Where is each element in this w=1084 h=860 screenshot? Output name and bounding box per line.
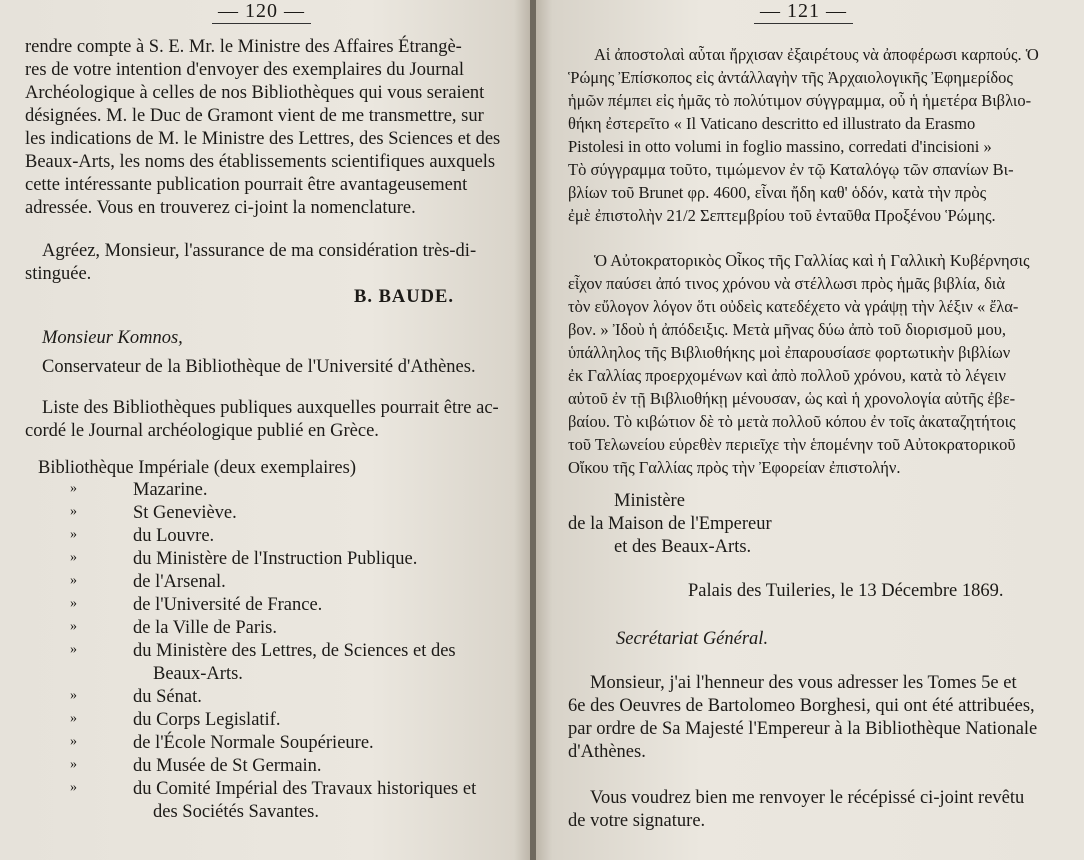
ditto-mark: »	[70, 734, 77, 749]
ditto-mark: »	[70, 573, 77, 588]
list-item: du Comité Impérial des Travaux historiques et	[133, 779, 477, 799]
greek-line: Ὁ Αὐτοκρατορικὸς Οἶκος τῆς Γαλλίας καὶ ἡ Γαλλικὴ Κυβέρνησις	[594, 251, 1030, 270]
greek-line: ἡμῶν πέμπει εἰς ἡμᾶς τὸ πολύτιμον σύγγραμμα, οὗ ἡ ἡμετέρα Βιβλιο-	[568, 91, 1032, 110]
ditto-mark: »	[70, 504, 77, 519]
dateline: Palais des Tuileries, le 13 Décembre 1869.	[688, 581, 1004, 601]
list-item: du Musée de St Germain.	[133, 756, 322, 776]
addressee: Monsieur Komnos,	[42, 328, 183, 348]
list-item: du Corps Legislatif.	[133, 710, 281, 730]
greek-line: ἐμὲ ἐπιστολὴν 21/2 Σεπτεμβρίου τοῦ ἐνταῦθα Προξένου Ῥώμης.	[568, 206, 996, 225]
closing-line: stinguée.	[25, 264, 92, 284]
letter-line: res de votre intention d'envoyer des exemplaires du Journal	[25, 60, 464, 80]
greek-line: Τὸ σύγγραμμα τοῦτο, τιμώμενον ἐν τῷ Καταλόγῳ τῶν σπανίων Βι-	[568, 160, 1014, 179]
page-number: — 121 —	[754, 0, 853, 24]
ministry-line: de la Maison de l'Empereur	[568, 514, 772, 534]
list-item: du Ministère des Lettres, de Sciences et des	[133, 641, 456, 661]
page-number: — 120 —	[212, 0, 311, 24]
ministry-line: Ministère	[614, 491, 685, 511]
greek-line: τοῦ Τελωνείου εὑρεθὲν περιεῖχε τὴν ἑπομένην τοῦ Αὐτοκρατορικοῦ	[568, 435, 1016, 454]
greek-line: εἶχον παύσει ἀπό τινος χρόνου νὰ στέλλωσι πρὸς ἡμᾶς βιβλία, διὰ	[568, 274, 1005, 293]
greek-line: Αἱ ἀποστολαὶ αὗται ἤρχισαν ἐξαιρέτους νὰ ἀποφέρωσι καρπούς. Ὁ	[594, 45, 1039, 64]
closing-line: Agréez, Monsieur, l'assurance de ma considération très-di-	[42, 241, 477, 261]
list-item: Mazarine.	[133, 480, 208, 500]
letter-line: désignées. M. le Duc de Gramont vient de me transmettre, sur	[25, 106, 484, 126]
greek-line: αὐτοῦ ἐν τῇ Βιβλιοθήκῃ μένουσαν, ὡς καὶ ἡ χρονολογία αὐτῆς ἐβε-	[568, 389, 1016, 408]
greek-line: βον. » Ἰδοὺ ἡ ἀπόδειξις. Μετὰ μῆνας δύω ἀπὸ τοῦ διορισμοῦ μου,	[568, 320, 1007, 339]
letter-line: les indications de M. le Ministre des Lettres, des Sciences et des	[25, 129, 501, 149]
list-item: de l'Arsenal.	[133, 572, 226, 592]
letter-line: adressée. Vous en trouverez ci-joint la nomenclature.	[25, 198, 416, 218]
list-item: du Ministère de l'Instruction Publique.	[133, 549, 418, 569]
ditto-mark: »	[70, 550, 77, 565]
body-line: Monsieur, j'ai l'henneur des vous adresser les Tomes 5e et	[590, 673, 1017, 693]
greek-line: Pistolesi in otto volumi in foglio massino, corredati d'incisioni »	[568, 137, 992, 156]
ditto-mark: »	[70, 527, 77, 542]
right-page	[536, 0, 1084, 860]
final-line: Vous voudrez bien me renvoyer le récépissé ci-joint revêtu	[590, 788, 1025, 808]
list-item: St Geneviève.	[133, 503, 237, 523]
list-item: Bibliothèque Impériale (deux exemplaires)	[38, 458, 356, 478]
letter-line: Archéologique à celles de nos Bibliothèques qui vous seraient	[25, 83, 485, 103]
ditto-mark: »	[70, 757, 77, 772]
letter-line: cette intéressante publication pourrait être avantageusement	[25, 175, 468, 195]
greek-line: βλίων τοῦ Brunet φρ. 4600, εἶναι ἤδη καθ' ὁδόν, κατὰ τὴν πρὸς	[568, 183, 987, 202]
body-line: 6e des Oeuvres de Bartolomeo Borghesi, qui ont été attribuées,	[568, 696, 1035, 716]
greek-line: ὑπάλληλος τῆς Βιβλιοθήκης μοὶ ἐπαρουσίασε φορτωτικὴν βιβλίων	[568, 343, 1011, 362]
list-intro-line: Liste des Bibliothèques publiques auxquelles pourrait être ac-	[42, 398, 499, 418]
list-item: de l'Université de France.	[133, 595, 323, 615]
greek-line: Ῥώμης Ἐπίσκοπος εἰς ἀντάλλαγὴν τῆς Ἀρχαιολογικῆς Ἐφημερίδος	[568, 68, 1013, 87]
signature: B. BAUDE.	[354, 287, 454, 307]
list-item: de la Ville de Paris.	[133, 618, 277, 638]
ditto-mark: »	[70, 596, 77, 611]
letter-line: Beaux-Arts, les noms des établissements scientifiques auxquels	[25, 152, 496, 172]
final-line: de votre signature.	[568, 811, 706, 831]
greek-line: θήκη ἐστερεῖτο « Il Vaticano descritto ed illustrato da Erasmo	[568, 114, 976, 133]
ditto-mark: »	[70, 619, 77, 634]
ditto-mark: »	[70, 642, 77, 657]
ditto-mark: »	[70, 780, 77, 795]
greek-line: Οἴκου τῆς Γαλλίας πρὸς τὴν Ἐφορείαν ἐπιστολήν.	[568, 458, 901, 477]
ditto-mark: »	[70, 688, 77, 703]
greek-line: βαίου. Τὸ κιβώτιον δὲ τὸ μετὰ πολλοῦ κόπου ἐν τοῖς ἀκαταζητήτοις	[568, 412, 1016, 431]
ditto-mark: »	[70, 481, 77, 496]
addressee-title: Conservateur de la Bibliothèque de l'Université d'Athènes.	[42, 357, 476, 377]
greek-line: ἐκ Γαλλίας προερχομένων καὶ ἀπὸ πολλοῦ χρόνου, κατὰ τὸ λέγειν	[568, 366, 1006, 385]
list-item: du Louvre.	[133, 526, 215, 546]
list-item-continuation: Beaux-Arts.	[153, 664, 243, 684]
list-intro-line: cordé le Journal archéologique publié en Grèce.	[25, 421, 379, 441]
letter-line: rendre compte à S. E. Mr. le Ministre des Affaires Étrangè-	[25, 37, 462, 57]
greek-line: τὸν εὔλογον λόγον ὅτι οὐδεὶς κατεδέχετο νὰ γράψῃ τὴν λέξιν « ἔλα-	[568, 297, 1019, 316]
list-item: de l'École Normale Soupérieure.	[133, 733, 374, 753]
list-item-continuation: des Sociétés Savantes.	[153, 802, 319, 822]
body-line: d'Athènes.	[568, 742, 646, 762]
section-heading: Secrétariat Général.	[616, 629, 769, 649]
list-item: du Sénat.	[133, 687, 202, 707]
ditto-mark: »	[70, 711, 77, 726]
left-page	[0, 0, 530, 860]
ministry-line: et des Beaux-Arts.	[614, 537, 752, 557]
body-line: par ordre de Sa Majesté l'Empereur à la Bibliothèque Nationale	[568, 719, 1038, 739]
